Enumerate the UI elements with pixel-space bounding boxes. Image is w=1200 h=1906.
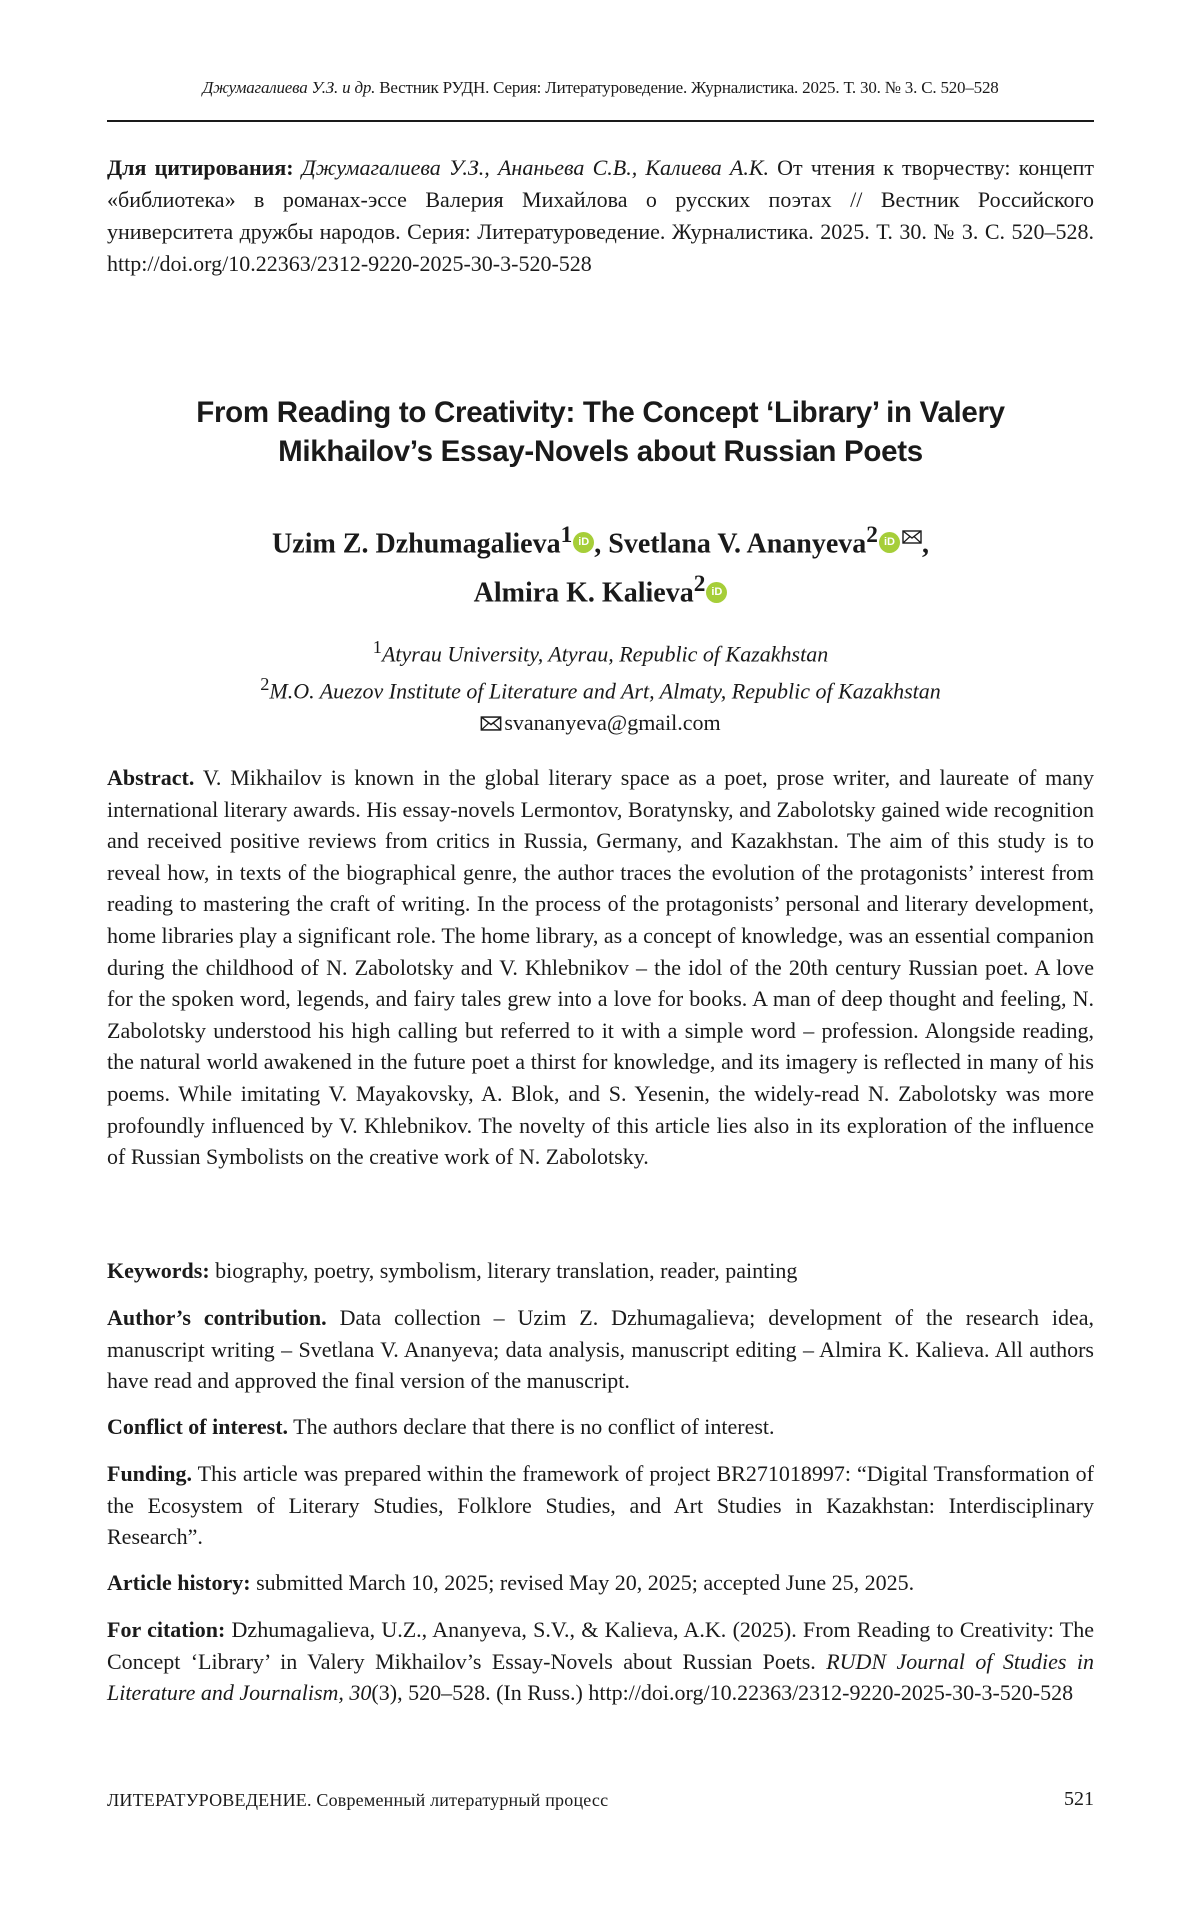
english-citation — [107, 1614, 1094, 1709]
author-name: Almira K. Kalieva — [473, 577, 694, 609]
citation-journal: RUDN Journal of Studies in Literature and Journalism, 30 — [107, 1648, 1094, 1706]
history-label: Article history: — [107, 1570, 251, 1595]
authors-contribution — [107, 1302, 1094, 1397]
envelope-icon — [902, 530, 922, 544]
russian-citation-text: От чтения к творчеству: концепт «библиотека» в романах-эссе Валерия Михайлова о русских поэтах // Вестник Российского университета дружбы народов. Серия: Литературоведение. Журналистика. 2025. Т. 30. № 3. С. 520–528. http://doi.org/10.22363/2312-9220-2025-30-3-520-528 — [107, 155, 1094, 276]
affiliations — [107, 632, 1094, 738]
abstract-label: Abstract. — [107, 765, 195, 790]
email-link[interactable]: svananyeva@gmail.com — [504, 709, 721, 735]
affiliation-text: Atyrau University, Atyrau, Republic of Kazakhstan — [381, 641, 829, 667]
footer-section-title: ЛИТЕРАТУРОВЕДЕНИЕ. Современный литературный процесс — [107, 1790, 609, 1810]
contribution-label: Author’s contribution. — [107, 1305, 327, 1330]
russian-citation-authors: Джумагалиева У.З., Ананьева С.В., Калиева А.К. — [301, 155, 769, 180]
affiliation-1 — [107, 632, 1094, 669]
authors-line-1: Uzim Z. Dzhumagalieva$^1$ iD , Svetlana V. Ananyeva$^2$ iD , — [272, 522, 929, 560]
abstract-text: V. Mikhailov is known in the global literary space as a poet, prose writer, and laureate of many international literary awards. His essay-novels Lermontov, Boratynsky, and Zabolotsky gained wide recognition and received positive reviews from critics in Russia, Germany, and Kazakhstan. The aim of this study is to reveal how, in texts of the biographical genre, the author traces the evolution of the protagonists’ interest from reading to mastering the craft of writing. In the process of the protagonists’ personal and literary development, home libraries play a significant role. The home library, as a concept of knowledge, was an essential companion during the childhood of N. Zabolotsky and V. Khlebnikov – the idol of the 20th century Russian poet. A love for the spoken word, legends, and fairy tales grew into a love for books. A man of deep thought and feeling, N. Zabolotsky understood his high calling but referred to it with a simple word – profession. Alongside reading, the natural world awakened in the future poet a thirst for knowledge, and its imagery is reflected in many of his poems. While imitating V. Mayakovsky, A. Blok, and S. Yesenin, the widely-read N. Zabolotsky was more profoundly influenced by V. Khlebnikov. The novelty of this article lies also in its exploration of the influence of Russian Symbolists on the creative work of N. Zabolotsky. — [107, 765, 1094, 1170]
author-name: Svetlana V. Ananyeva — [608, 528, 867, 560]
author-affiliation-sup: 2 — [693, 571, 706, 598]
envelope-icon — [480, 716, 502, 731]
affiliation-sup: 1 — [372, 637, 382, 657]
affiliation-text: M.O. Auezov Institute of Literature and Art, Almaty, Republic of Kazakhstan — [269, 678, 941, 704]
author-affiliation-sup: 1 — [560, 522, 573, 548]
orcid-icon[interactable]: iD — [573, 532, 594, 553]
running-head-authors: Джумагалиева У.З. и др. — [202, 78, 376, 97]
funding-text: This article was prepared within the framework of project BR271018997: “Digital Transformation of the Ecosystem of Literary Studies, Folklore Studies, and Art Studies in Kazakhstan: Interdisciplinary Research”. — [107, 1461, 1094, 1550]
citation-label: For citation: — [107, 1617, 226, 1642]
affiliation-2 — [107, 669, 1094, 706]
history-text: submitted March 10, 2025; revised May 20, 2025; accepted June 25, 2025. — [256, 1570, 915, 1595]
funding — [107, 1458, 1094, 1553]
citation-text-tail: (3), 520–528. (In Russ.) http://doi.org/10.22363/2312-9220-2025-30-3-520-528 — [371, 1680, 1074, 1706]
orcid-icon[interactable]: iD — [706, 582, 727, 603]
contribution-text: Data collection – Uzim Z. Dzhumagalieva; development of the research idea, manuscript writing – Svetlana V. Ananyeva; data analysis, manuscript editing – Almira K. Kalieva. All authors have read and approved the final version of the manuscript. — [107, 1305, 1095, 1394]
title-line-2: Mikhailov’s Essay-Novels about Russian Poets — [278, 435, 923, 468]
running-head — [107, 78, 1094, 98]
affiliation-sup: 2 — [260, 674, 270, 695]
title-line-1: From Reading to Creativity: The Concept ‘Library’ in Valery — [196, 396, 1005, 429]
running-head-journal: Вестник РУДН. Серия: Литературоведение. Журналистика. 2025. Т. 30. № 3. С. 520–528 — [379, 78, 999, 97]
corresponding-email — [107, 707, 1094, 738]
russian-citation — [107, 152, 1094, 280]
citation-text: Dzhumagalieva, U.Z., Ananyeva, S.V., & Kalieva, A.K. (2025). From Reading to Creativity: The Concept ‘Library’ in Valery Mikhailov’s Essay-Novels about Russian Poets. — [107, 1617, 1095, 1674]
header-rule — [107, 120, 1094, 122]
keywords-text: biography, poetry, symbolism, literary translation, reader, painting — [215, 1258, 798, 1283]
conflict-text: The authors declare that there is no conflict of interest. — [293, 1414, 775, 1439]
authors-line-2 — [107, 564, 1094, 613]
article-title — [107, 393, 1094, 471]
author-name: Uzim Z. Dzhumagalieva — [272, 528, 561, 560]
keywords — [107, 1255, 1094, 1287]
page-number: 521 — [1064, 1788, 1094, 1810]
keywords-label: Keywords: — [107, 1258, 210, 1283]
article-history — [107, 1567, 1094, 1599]
author-list — [107, 515, 1094, 614]
abstract — [107, 762, 1094, 1173]
conflict-of-interest — [107, 1411, 1094, 1443]
funding-label: Funding. — [107, 1461, 192, 1486]
conflict-label: Conflict of interest. — [107, 1414, 289, 1439]
russian-citation-label: Для цитирования: — [107, 155, 294, 180]
author-affiliation-sup: 2 — [866, 522, 878, 548]
orcid-icon[interactable]: iD — [879, 532, 900, 553]
